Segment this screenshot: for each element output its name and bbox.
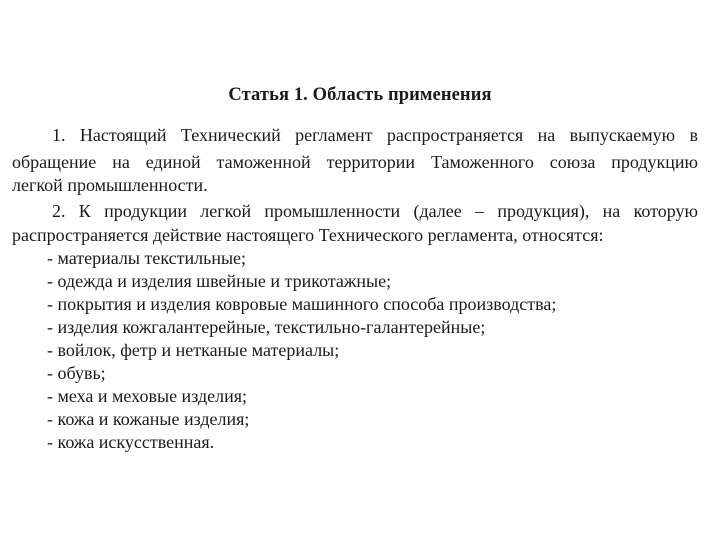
article-title: Статья 1. Область применения — [228, 85, 492, 105]
list-item: - одежда и изделия швейные и трикотажные; — [47, 271, 392, 291]
list-item: - материалы текстильные; — [47, 248, 247, 268]
paragraph-1-line-2: обращение на единой таможенной территории Таможенного союза продукцию — [12, 152, 698, 172]
paragraph-1-line-3: легкой промышленности. — [12, 175, 208, 195]
list-item: - меха и меховые изделия; — [47, 386, 248, 406]
list-item: - покрытия и изделия ковровые машинного способа производства; — [47, 294, 557, 314]
paragraph-1-line-1: 1. Настоящий Технический регламент распространяется на выпускаемую в — [52, 125, 698, 145]
paragraph-2-line-2: распространяется действие настоящего Технического регламента, относятся: — [12, 225, 604, 245]
paragraph-2-line-1: 2. К продукции легкой промышленности (далее – продукция), на которую — [52, 201, 698, 221]
list-item: - войлок, фетр и нетканые материалы; — [47, 340, 340, 360]
list-item: - кожа искусственная. — [47, 432, 215, 452]
list-item: - изделия кожгалантерейные, текстильно-галантерейные; — [47, 317, 486, 337]
list-item: - кожа и кожаные изделия; — [47, 409, 250, 429]
list-item: - обувь; — [47, 363, 106, 383]
